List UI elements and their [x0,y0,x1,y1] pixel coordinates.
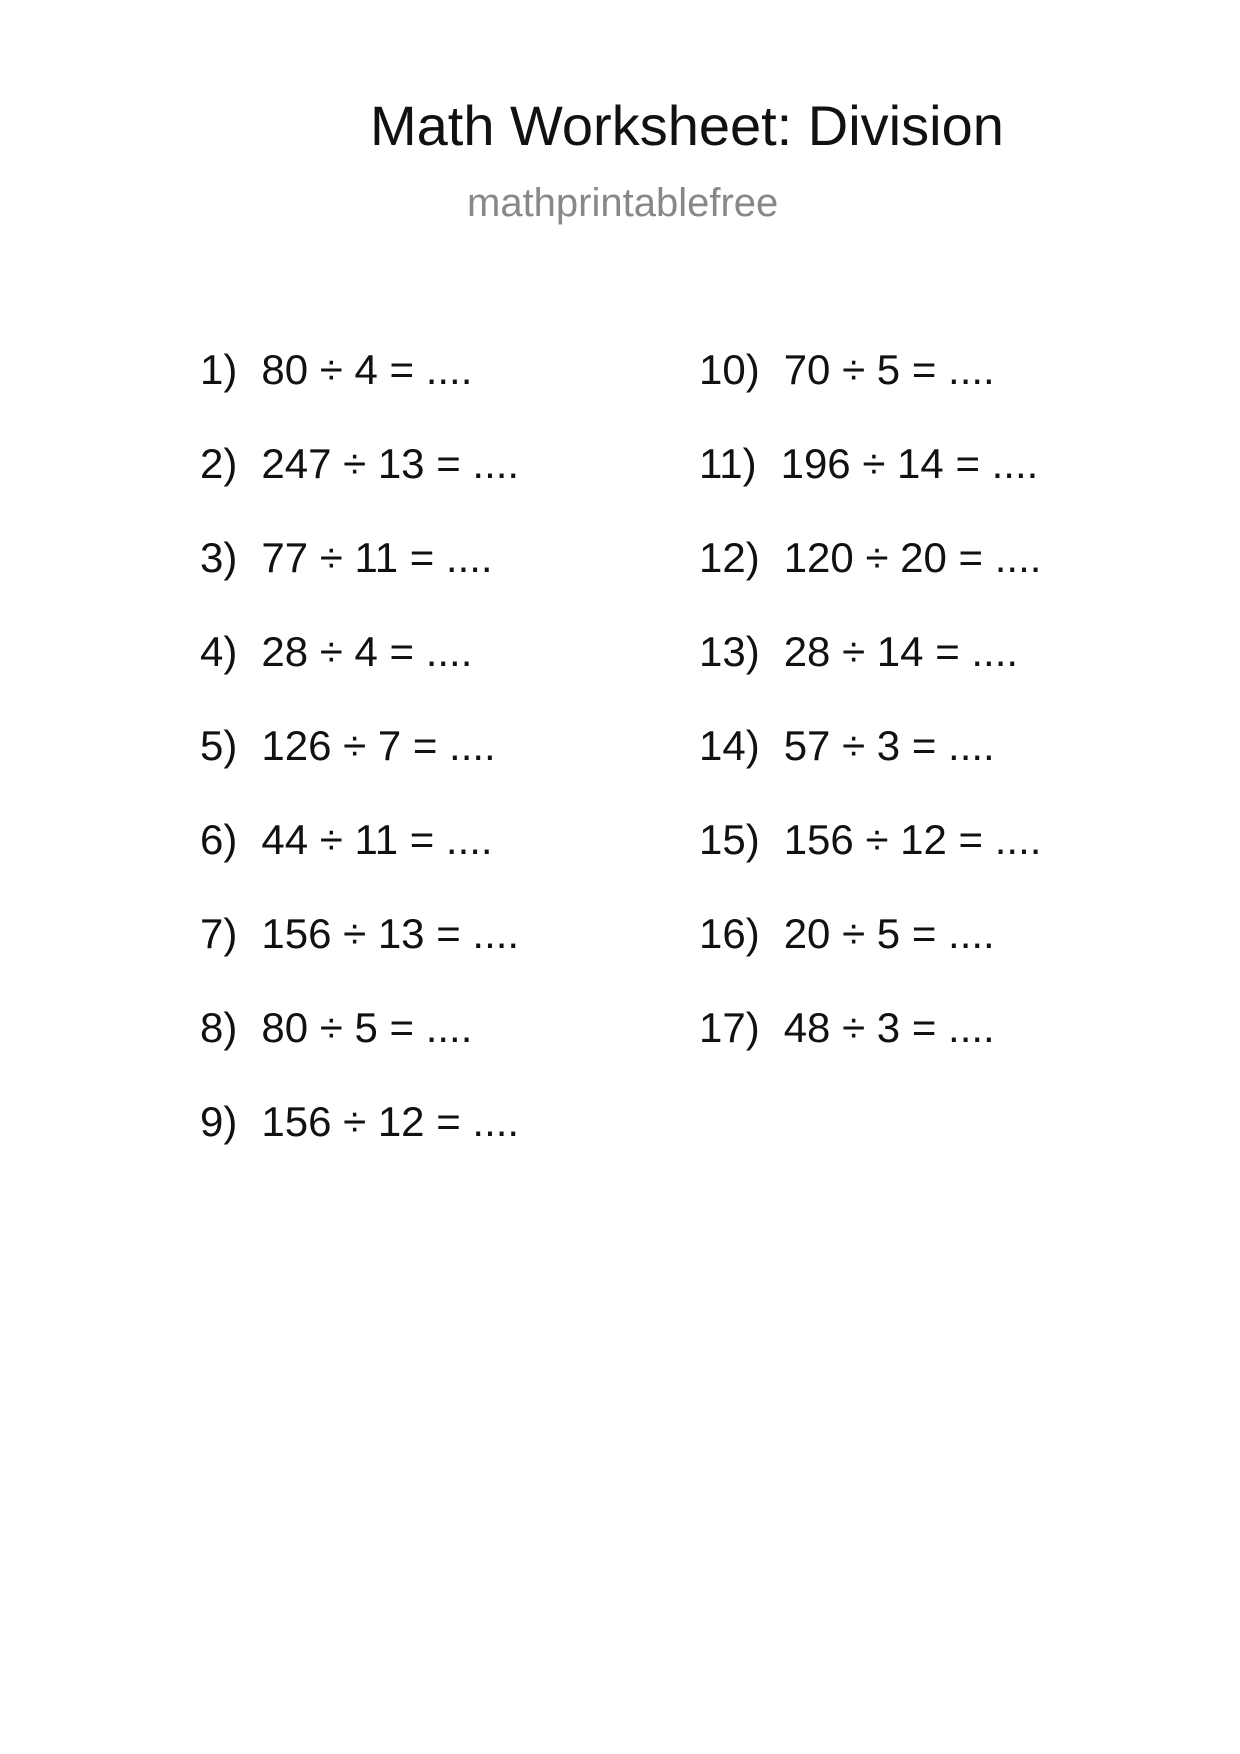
page-title: Math Worksheet: Division [370,94,1004,157]
problem-number: 4) [200,628,238,675]
problem-item [200,910,520,973]
problem-item [699,722,995,785]
problem-number: 17) [699,1004,760,1051]
problem-expression: 156 ÷ 12 = .... [261,1098,520,1145]
problem-number: 8) [200,1004,238,1051]
problem-number: 2) [200,440,238,487]
problem-item [699,816,1042,879]
problem-item [200,628,473,691]
problem-item [200,816,493,879]
problem-expression: 77 ÷ 11 = .... [261,534,493,581]
problem-number: 1) [200,346,238,393]
problem-expression: 80 ÷ 4 = .... [261,346,473,393]
problem-number: 9) [200,1098,238,1145]
problem-number: 10) [699,346,760,393]
problem-item [699,440,1039,503]
problem-expression: 28 ÷ 14 = .... [783,628,1019,675]
problem-number: 16) [699,910,760,957]
problem-expression: 20 ÷ 5 = .... [783,910,995,957]
problem-expression: 247 ÷ 13 = .... [261,440,520,487]
problem-number: 6) [200,816,238,863]
problem-item [699,1004,995,1067]
problem-item [200,534,493,597]
problem-expression: 80 ÷ 5 = .... [261,1004,473,1051]
problem-expression: 28 ÷ 4 = .... [261,628,473,675]
page-subtitle: mathprintablefree [467,181,779,225]
problem-item [200,440,520,503]
problem-item [200,346,473,409]
problem-expression: 196 ÷ 14 = .... [780,440,1039,487]
problem-expression: 120 ÷ 20 = .... [783,534,1042,581]
problem-expression: 126 ÷ 7 = .... [261,722,496,769]
problem-expression: 57 ÷ 3 = .... [783,722,995,769]
problem-expression: 44 ÷ 11 = .... [261,816,493,863]
problem-number: 7) [200,910,238,957]
problem-item [699,534,1042,597]
problem-expression: 70 ÷ 5 = .... [783,346,995,393]
problem-number: 5) [200,722,238,769]
problem-expression: 48 ÷ 3 = .... [783,1004,995,1051]
problem-number: 12) [699,534,760,581]
problem-number: 13) [699,628,760,675]
problem-number: 3) [200,534,238,581]
problem-item [699,910,995,973]
problem-number: 15) [699,816,760,863]
problem-item [699,346,995,409]
problem-item [699,628,1019,691]
problem-expression: 156 ÷ 12 = .... [783,816,1042,863]
problem-expression: 156 ÷ 13 = .... [261,910,520,957]
problem-item [200,1004,473,1067]
problem-number: 14) [699,722,760,769]
problem-item [200,1098,520,1161]
problem-number: 11) [699,440,757,487]
problem-item [200,722,496,785]
